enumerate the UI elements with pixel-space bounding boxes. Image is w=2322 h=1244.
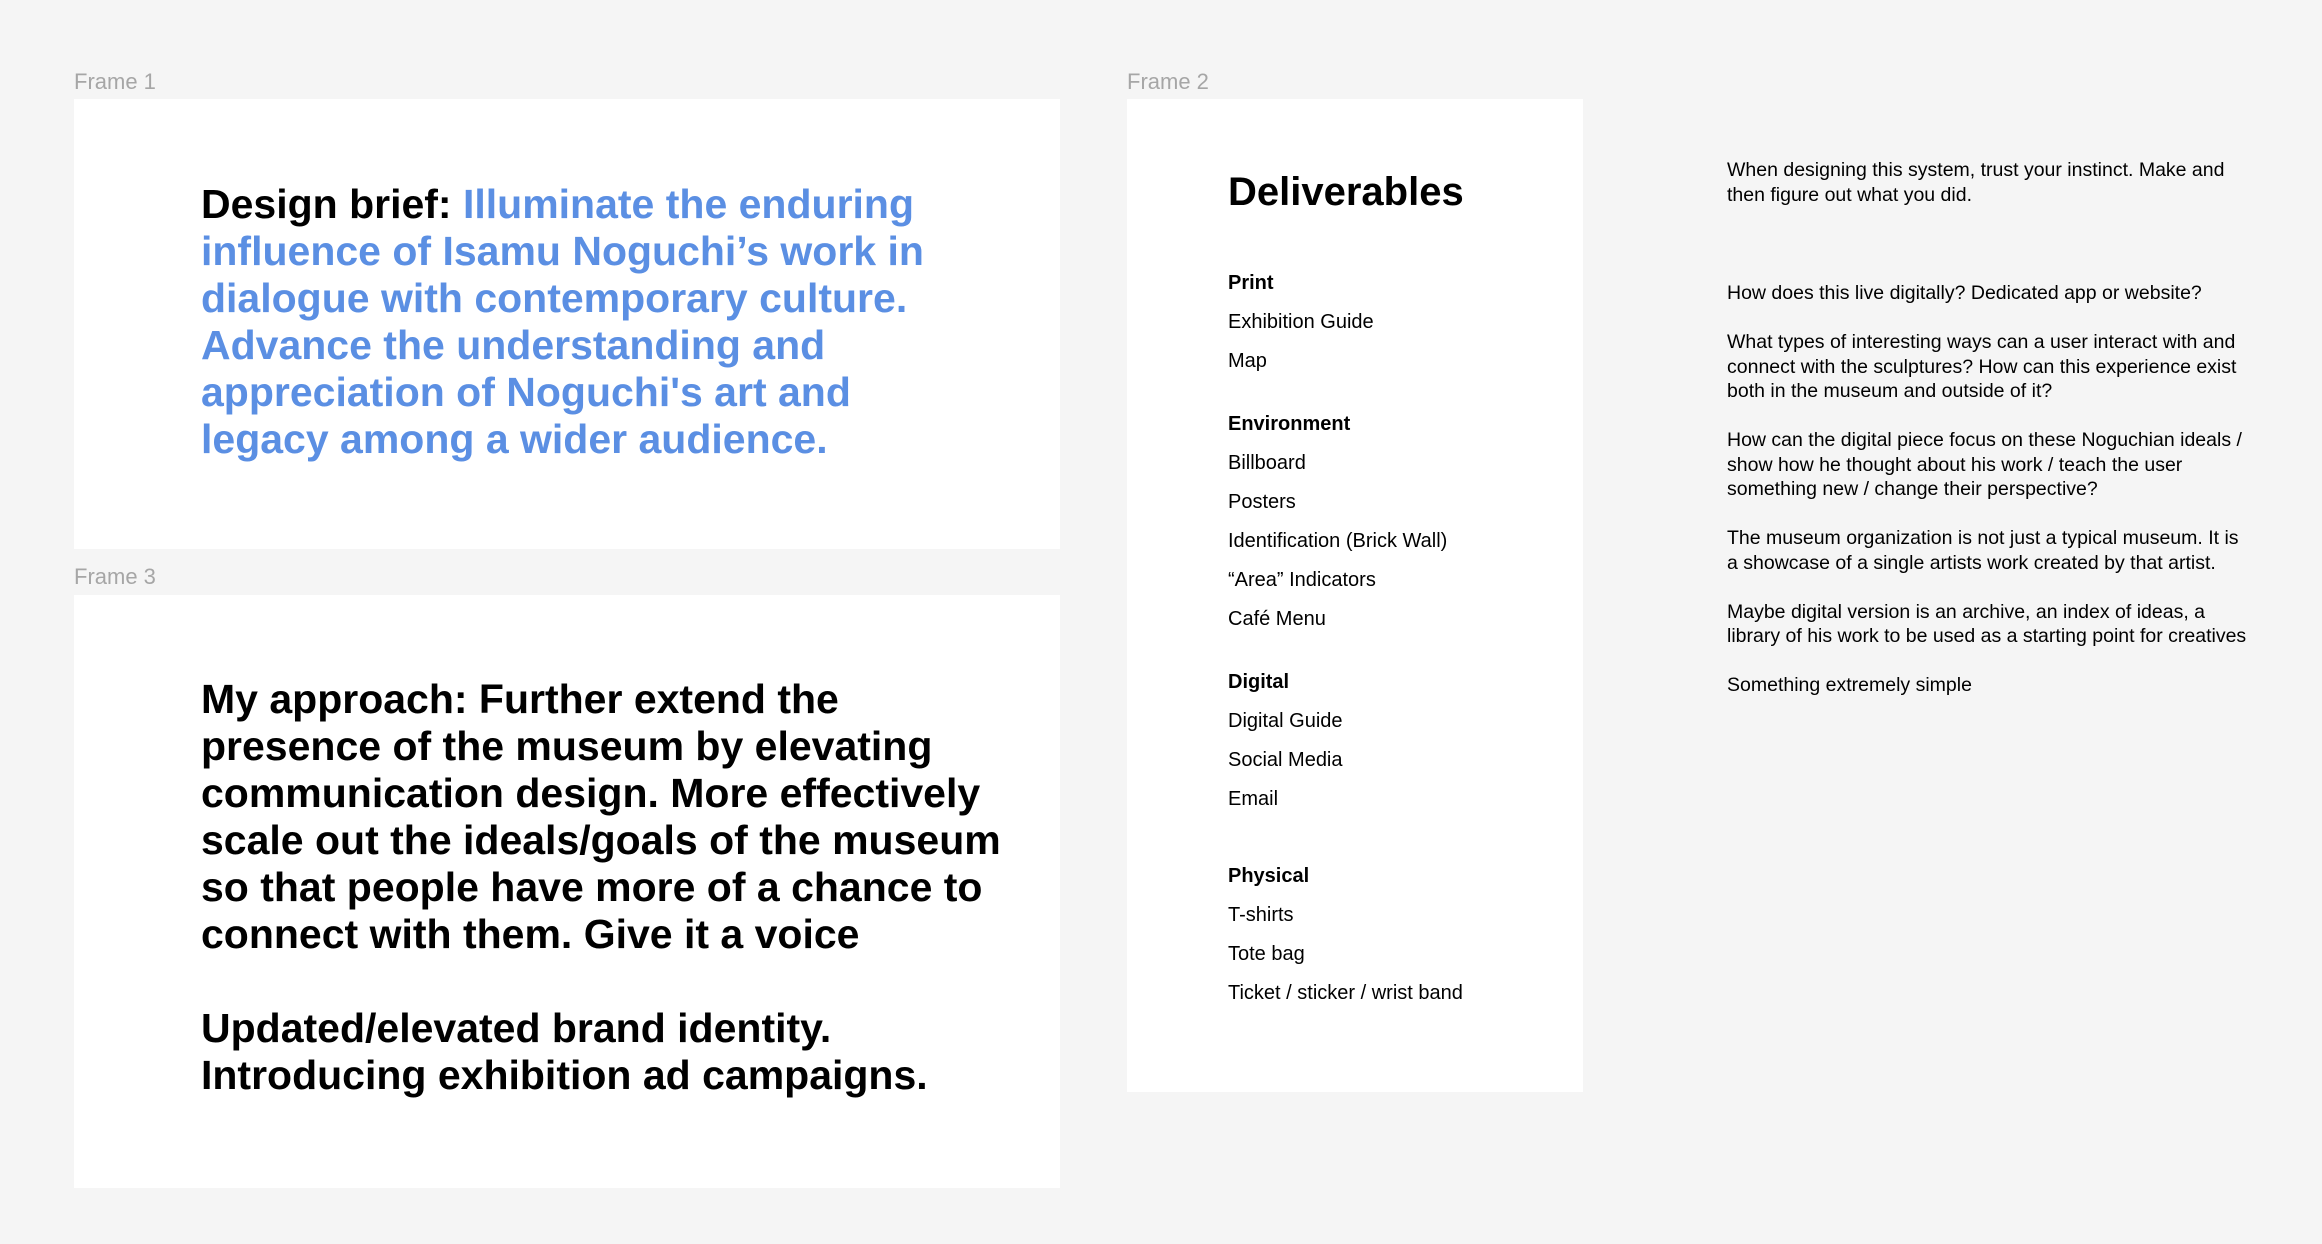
list-item: Tote bag: [1228, 943, 1305, 965]
approach-text: [201, 676, 1011, 1146]
group-environment: [1228, 412, 1568, 632]
note-paragraph: Something extremely simple: [1727, 674, 1972, 696]
list-item: Billboard: [1228, 452, 1306, 474]
design-brief-accent: Illuminate the enduring influence of Isamu Noguchi’s work in dialogue with contemporary culture. Advance the understanding and appreciation of Noguchi's art and legacy among a wider audience.: [201, 181, 924, 462]
note-paragraph: How can the digital piece focus on these Noguchian ideals / show how he thought about his work / teach the user something new / change their perspective?: [1727, 429, 2242, 500]
list-item: Map: [1228, 350, 1267, 372]
list-item: Café Menu: [1228, 608, 1326, 630]
list-item: T-shirts: [1228, 904, 1294, 926]
deliverables-title: Deliverables: [1228, 170, 1464, 214]
list-item: Identification (Brick Wall): [1228, 530, 1448, 552]
group-physical: [1228, 864, 1568, 1006]
list-item: Ticket / sticker / wrist band: [1228, 982, 1463, 1004]
note-paragraph: What types of interesting ways can a user interact with and connect with the sculptures? How can this experience exist both in the museum and outside of it?: [1727, 331, 2237, 402]
note-paragraph: The museum organization is not just a typical museum. It is a showcase of a single artists work created by that artist.: [1727, 527, 2239, 574]
list-item: Social Media: [1228, 749, 1343, 771]
group-print: [1228, 271, 1568, 374]
deliverables-list: [1228, 271, 1568, 1044]
frame-2[interactable]: [1127, 99, 1583, 1092]
group-title: Environment: [1228, 413, 1351, 435]
list-item: Email: [1228, 788, 1279, 810]
list-item: Exhibition Guide: [1228, 311, 1374, 333]
notes-text-block[interactable]: [1727, 158, 2247, 722]
frame-3-label[interactable]: Frame 3: [74, 564, 156, 589]
note-paragraph: Maybe digital version is an archive, an index of ideas, a library of his work to be used as a starting point for creatives: [1727, 600, 2247, 647]
approach-paragraph: My approach: Further extend the presence of the museum by elevating communication design. More effectively scale out the ideals/goals of the museum so that people have more of a chance to connect with them. Give it a voice: [201, 676, 1001, 957]
frame-1-label[interactable]: Frame 1: [74, 69, 156, 94]
note-paragraph: When designing this system, trust your instinct. Make and then figure out what you did.: [1727, 159, 2225, 206]
list-item: Posters: [1228, 491, 1296, 513]
list-item: “Area” Indicators: [1228, 569, 1376, 591]
frame-2-label[interactable]: Frame 2: [1127, 69, 1209, 94]
note-paragraph: How does this live digitally? Dedicated app or website?: [1727, 282, 2202, 304]
group-title: Digital: [1228, 671, 1290, 693]
list-item: Digital Guide: [1228, 710, 1343, 732]
group-title: Physical: [1228, 865, 1310, 887]
frame-3[interactable]: [74, 595, 1060, 1188]
frame-1[interactable]: [74, 99, 1060, 549]
group-digital: [1228, 670, 1568, 812]
design-brief-text: [201, 181, 961, 463]
brand-identity-paragraph: Updated/elevated brand identity. Introducing exhibition ad campaigns.: [201, 1005, 928, 1098]
group-title: Print: [1228, 272, 1274, 294]
design-brief-lead: Design brief:: [201, 181, 463, 227]
